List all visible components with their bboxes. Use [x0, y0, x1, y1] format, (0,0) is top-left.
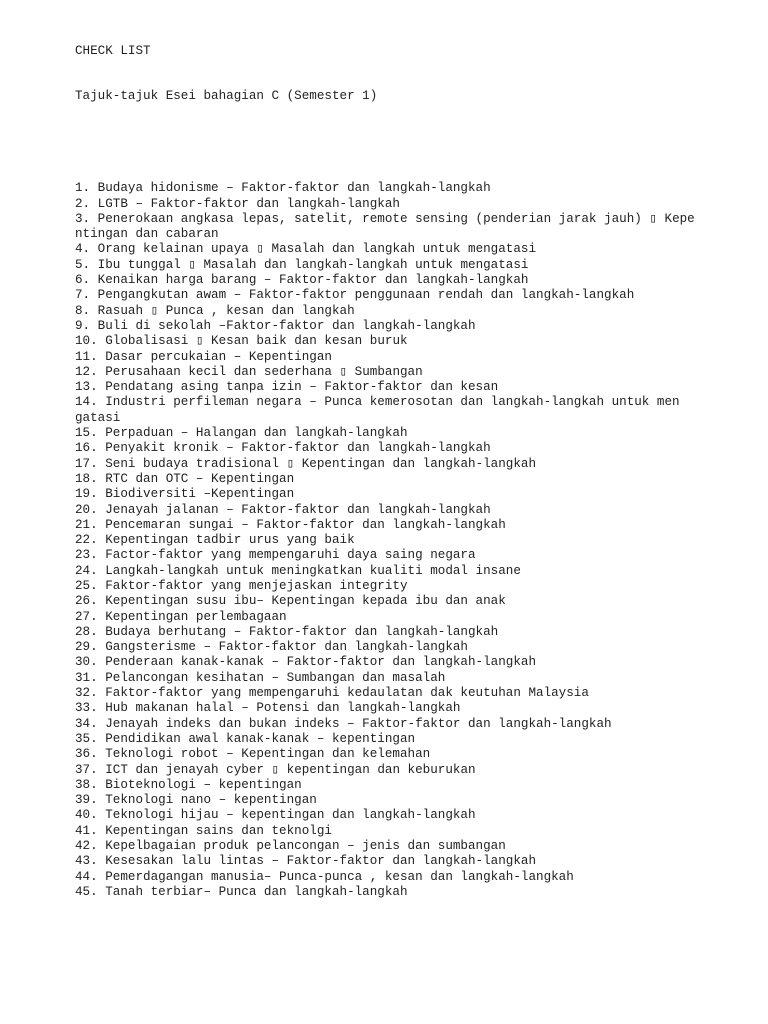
list-item: 17. Seni budaya tradisional ▯ Kepentingan dan langkah-langkah	[75, 456, 537, 471]
list-item: 10. Globalisasi ▯ Kesan baik dan kesan buruk	[75, 334, 408, 349]
list-item: 32. Faktor-faktor yang mempengaruhi kedaulatan dak keutuhan Malaysia	[75, 686, 589, 701]
list-item: 5. Ibu tunggal ▯ Masalah dan langkah-langkah untuk mengatasi	[75, 257, 529, 272]
list-item: 28. Budaya berhutang – Faktor-faktor dan langkah-langkah	[75, 624, 499, 639]
list-item: 19. Biodiversiti –Kepentingan	[75, 487, 295, 502]
list-item: 22. Kepentingan tadbir urus yang baik	[75, 533, 355, 548]
list-item: 6. Kenaikan harga barang – Faktor-faktor dan langkah-langkah	[75, 273, 529, 288]
list-item: 23. Factor-faktor yang mempengaruhi daya saing negara	[75, 548, 476, 563]
list-item: 38. Bioteknologi – kepentingan	[75, 777, 302, 792]
list-item: 7. Pengangkutan awam – Faktor-faktor penggunaan rendah dan langkah-langkah	[75, 288, 635, 303]
list-item: 8. Rasuah ▯ Punca , kesan dan langkah	[75, 303, 355, 318]
document-subtitle: Tajuk-tajuk Esei bahagian C (Semester 1)	[75, 89, 378, 104]
list-item: 44. Pemerdagangan manusia– Punca-punca , kesan dan langkah-langkah	[75, 869, 574, 884]
list-item: 39. Teknologi nano – kepentingan	[75, 793, 317, 808]
essay-topic-list	[75, 181, 755, 900]
list-item: 18. RTC dan OTC – Kepentingan	[75, 471, 295, 486]
list-item: 34. Jenayah indeks dan bukan indeks – Faktor-faktor dan langkah-langkah	[75, 716, 612, 731]
list-item: 25. Faktor-faktor yang menjejaskan integrity	[75, 578, 408, 593]
list-item: 36. Teknologi robot – Kepentingan dan kelemahan	[75, 747, 431, 762]
list-item: 27. Kepentingan perlembagaan	[75, 609, 287, 624]
list-item: 4. Orang kelainan upaya ▯ Masalah dan langkah untuk mengatasi	[75, 242, 537, 257]
list-item: 12. Perusahaan kecil dan sederhana ▯ Sumbangan	[75, 364, 423, 379]
list-item: 31. Pelancongan kesihatan – Sumbangan dan masalah	[75, 670, 446, 685]
list-item: 16. Penyakit kronik – Faktor-faktor dan langkah-langkah	[75, 441, 491, 456]
list-item: 24. Langkah-langkah untuk meningkatkan kualiti modal insane	[75, 563, 521, 578]
list-item: 9. Buli di sekolah –Faktor-faktor dan langkah-langkah	[75, 318, 476, 333]
list-item: 20. Jenayah jalanan – Faktor-faktor dan langkah-langkah	[75, 502, 491, 517]
list-item: 26. Kepentingan susu ibu– Kepentingan kepada ibu dan anak	[75, 594, 506, 609]
list-item: 30. Penderaan kanak-kanak – Faktor-faktor dan langkah-langkah	[75, 655, 537, 670]
list-item: 37. ICT dan jenayah cyber ▯ kepentingan dan keburukan	[75, 762, 476, 777]
list-item: 21. Pencemaran sungai – Faktor-faktor dan langkah-langkah	[75, 517, 506, 532]
list-item: 1. Budaya hidonisme – Faktor-faktor dan langkah-langkah	[75, 181, 491, 196]
list-item: 14. Industri perfileman negara – Punca kemerosotan dan langkah-langkah untuk men gatasi	[75, 395, 680, 425]
document-title: CHECK LIST	[75, 43, 151, 58]
blank-line	[75, 135, 755, 150]
list-item: 42. Kepelbagaian produk pelancongan – jenis dan sumbangan	[75, 839, 506, 854]
document-page	[75, 13, 755, 916]
list-item: 43. Kesesakan lalu lintas – Faktor-faktor dan langkah-langkah	[75, 854, 537, 869]
list-item: 3. Penerokaan angkasa lepas, satelit, remote sensing (penderian jarak jauh) ▯ Kepe ntingan dan cabaran	[75, 211, 695, 242]
list-item: 33. Hub makanan halal – Potensi dan langkah-langkah	[75, 701, 461, 716]
list-item: 45. Tanah terbiar– Punca dan langkah-langkah	[75, 884, 408, 899]
list-item: 15. Perpaduan – Halangan dan langkah-langkah	[75, 426, 408, 441]
list-item: 11. Dasar percukaian – Kepentingan	[75, 349, 332, 364]
list-item: 2. LGTB – Faktor-faktor dan langkah-langkah	[75, 196, 400, 211]
list-item: 13. Pendatang asing tanpa izin – Faktor-faktor dan kesan	[75, 380, 499, 395]
list-item: 35. Pendidikan awal kanak-kanak – kepentingan	[75, 731, 416, 746]
list-item: 40. Teknologi hijau – kepentingan dan langkah-langkah	[75, 808, 476, 823]
list-item: 29. Gangsterisme – Faktor-faktor dan langkah-langkah	[75, 640, 468, 655]
list-item: 41. Kepentingan sains dan teknolgi	[75, 823, 332, 838]
